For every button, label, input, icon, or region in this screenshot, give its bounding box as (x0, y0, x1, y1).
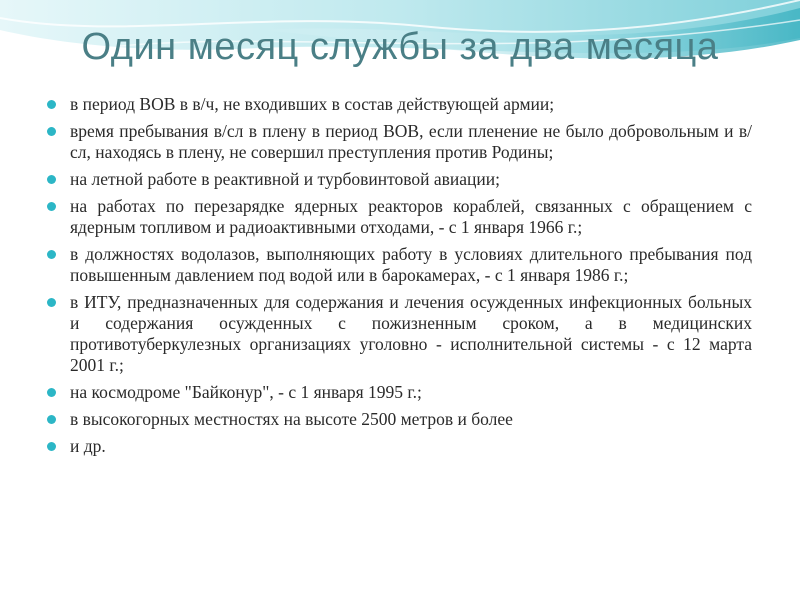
bullet-dot-icon (47, 298, 56, 307)
bullet-item: в должностях водолазов, выполняющих работу в условиях длительного пребывания под повышенным давлением под водой или в барокамерах, - с 1 января 1986 г.; (44, 244, 752, 286)
bullet-item: в ИТУ, предназначенных для содержания и лечения осужденных инфекционных больных и содержания осужденных с пожизненным сроком, а в медицинских противотуберкулезных организациях уголовно - исполнительной системы - с 12 марта 2001 г.; (44, 292, 752, 376)
bullet-dot-icon (47, 415, 56, 424)
bullet-dot-icon (47, 175, 56, 184)
bullet-dot-icon (47, 100, 56, 109)
bullet-dot-icon (47, 202, 56, 211)
bullet-dot-icon (47, 127, 56, 136)
bullet-dot-icon (47, 250, 56, 259)
bullet-item: на космодроме "Байконур", - с 1 января 1995 г.; (44, 382, 752, 403)
bullet-item: и др. (44, 436, 752, 457)
slide-title: Один месяц службы за два месяца (81, 26, 719, 68)
bullet-item: на работах по перезарядке ядерных реакторов кораблей, связанных с обращением с ядерным топливом и радиоактивными отходами, - с 1 января 1966 г.; (44, 196, 752, 238)
bullet-item: в период ВОВ в в/ч, не входивших в состав действующей армии; (44, 94, 752, 115)
bullet-dot-icon (47, 388, 56, 397)
bullet-item: на летной работе в реактивной и турбовинтовой авиации; (44, 169, 752, 190)
bullet-item: время пребывания в/сл в плену в период ВОВ, если пленение не было добровольным и в/сл, находясь в плену, не совершил преступления против Родины; (44, 121, 752, 163)
bullet-list (44, 94, 752, 463)
bullet-dot-icon (47, 442, 56, 451)
bullet-item: в высокогорных местностях на высоте 2500 метров и более (44, 409, 752, 430)
